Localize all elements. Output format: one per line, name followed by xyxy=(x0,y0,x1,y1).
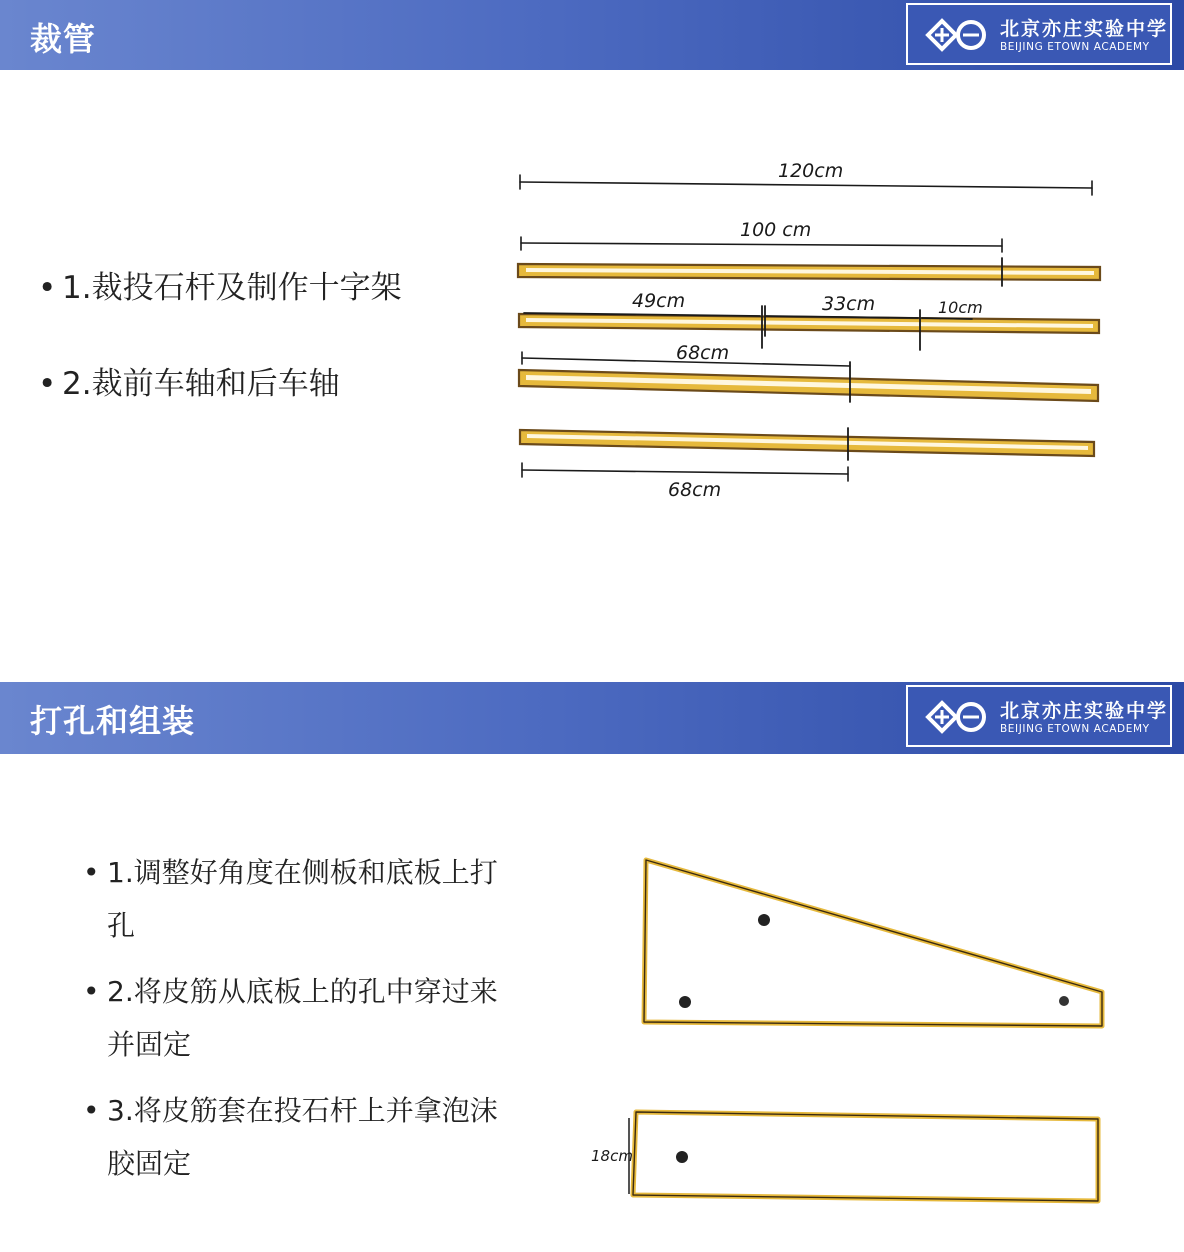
school-name-en: BEIJING ETOWN ACADEMY xyxy=(1000,723,1150,735)
drill-hole xyxy=(679,996,691,1008)
label-first: 100 cm xyxy=(740,219,812,241)
label-third: 68cm xyxy=(676,342,730,364)
drill-hole xyxy=(676,1151,688,1163)
bullet-text: 2.裁前车轴和后车轴 xyxy=(62,366,340,402)
label-total: 120cm xyxy=(778,160,844,182)
dimension-line-first xyxy=(521,243,1002,246)
slide-title: 裁管 xyxy=(30,20,97,58)
label-height: 18cm xyxy=(591,1147,633,1165)
drill-hole xyxy=(1059,996,1069,1006)
base-board xyxy=(633,1112,1098,1201)
slide-gap xyxy=(0,640,1184,682)
bullet-dot: • xyxy=(83,975,100,1008)
school-name-en: BEIJING ETOWN ACADEMY xyxy=(1000,41,1150,53)
bullet-dot: • xyxy=(83,856,100,889)
slide-title: 打孔和组装 xyxy=(30,702,196,740)
side-board xyxy=(644,860,1102,1026)
board-drilling-sketch xyxy=(0,682,1184,1252)
bullet-text: 1.裁投石杆及制作十字架 xyxy=(62,270,402,306)
label-seg-c: 10cm xyxy=(938,298,983,317)
dimension-line-total xyxy=(520,182,1092,188)
bullet-dot: • xyxy=(38,366,57,402)
label-fourth: 68cm xyxy=(668,479,722,501)
dimension-line-fourth xyxy=(522,470,848,474)
bullet-dot: • xyxy=(38,270,57,306)
label-seg-a: 49cm xyxy=(632,290,686,312)
drill-hole xyxy=(758,914,770,926)
bullet-text: 2.将皮筋从底板上的孔中穿过来并固定 xyxy=(107,975,498,1061)
label-seg-b: 33cm xyxy=(822,293,876,315)
bullet-text: 3.将皮筋套在投石杆上并拿泡沫胶固定 xyxy=(107,1094,498,1180)
school-name-cn: 北京亦庄实验中学 xyxy=(1000,700,1169,722)
bullet-text: 1.调整好角度在侧板和底板上打孔 xyxy=(107,856,498,942)
school-name-cn: 北京亦庄实验中学 xyxy=(1000,18,1169,40)
bullet-dot: • xyxy=(83,1094,100,1127)
